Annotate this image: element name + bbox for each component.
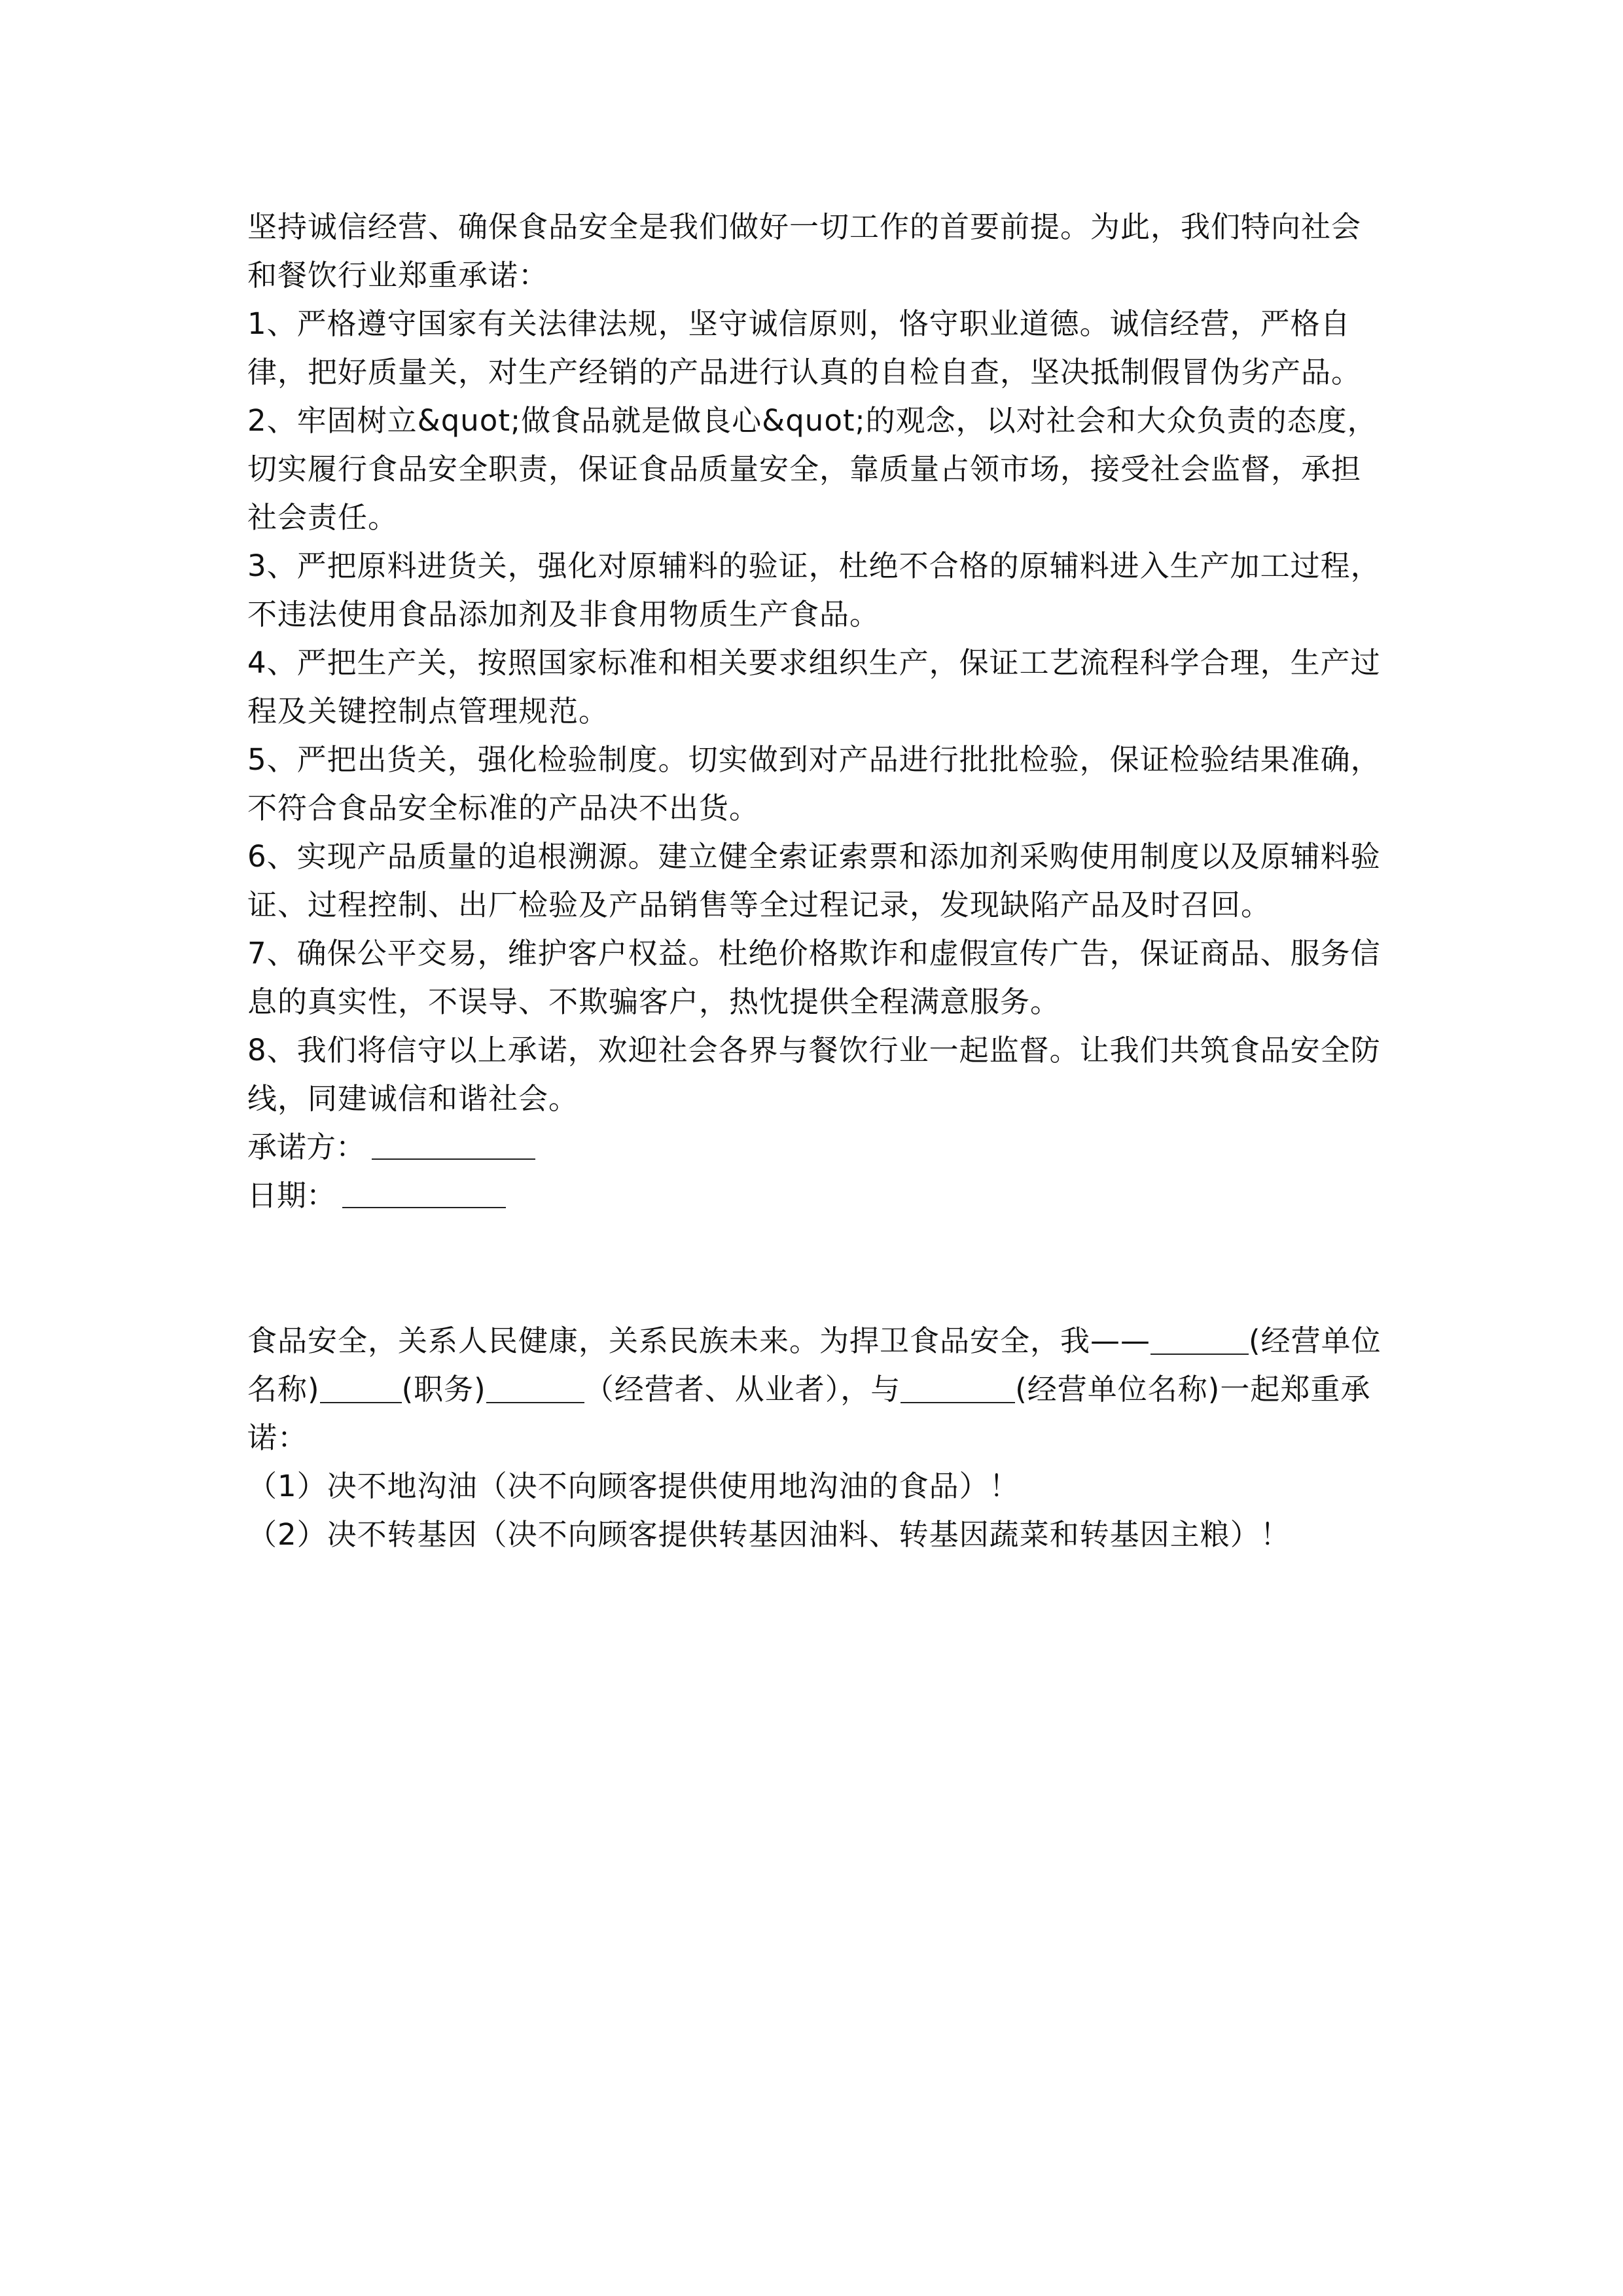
signer-line xyxy=(247,1123,1389,1172)
signer-label: 承诺方： xyxy=(247,1130,366,1164)
section-divider xyxy=(247,1220,1389,1317)
commitment-item-2: （2）决不转基因（决不向顾客提供转基因油料、转基因蔬菜和转基因主粮）！ xyxy=(247,1517,1291,1552)
commitment-item-1: （1）决不地沟油（决不向顾客提供使用地沟油的食品）！ xyxy=(247,1469,1020,1503)
date-label: 日期： xyxy=(247,1178,336,1213)
date-blank[interactable] xyxy=(342,1174,506,1208)
pledge-item-3: 3、严把原料进货关，强化对原辅料的验证，杜绝不合格的原辅料进入生产加工过程，不违法使用食品添加剂及非食用物质生产食品。 xyxy=(247,548,1381,632)
document-page xyxy=(247,203,1389,1559)
pledge-item-5: 5、严把出货关，强化检验制度。切实做到对产品进行批批检验，保证检验结果准确，不符合食品安全标准的产品决不出货。 xyxy=(247,742,1381,825)
section1-intro: 坚持诚信经营、确保食品安全是我们做好一切工作的首要前提。为此，我们特向社会和餐饮行业郑重承诺： xyxy=(247,209,1362,293)
signer-blank[interactable] xyxy=(372,1126,535,1160)
pledge-item-4: 4、严把生产关，按照国家标准和相关要求组织生产，保证工艺流程科学合理，生产过程及关键控制点管理规范。 xyxy=(247,645,1381,728)
pledge-item-8: 8、我们将信守以上承诺，欢迎社会各界与餐饮行业一起监督。让我们共筑食品安全防线，同建诚信和谐社会。 xyxy=(247,1033,1381,1116)
section2-intro-part1: 食品安全，关系人民健康，关系民族未来。为捍卫食品安全，我—— xyxy=(247,1323,1151,1358)
section2-intro-part4: （经营者、从业者），与 xyxy=(584,1372,901,1407)
section2-intro-part2: (经营单位名称) xyxy=(247,1323,1382,1407)
business-name-blank-2[interactable] xyxy=(901,1373,1015,1403)
pledge-item-7: 7、确保公平交易，维护客户权益。杜绝价格欺诈和虚假宣传广告，保证商品、服务信息的真实性，不误导、不欺骗客户，热忱提供全程满意服务。 xyxy=(247,936,1381,1019)
pledge-item-6: 6、实现产品质量的追根溯源。建立健全索证索票和添加剂采购使用制度以及原辅料验证、过程控制、出厂检验及产品销售等全过程记录，发现缺陷产品及时召回。 xyxy=(247,839,1381,922)
section2-intro-part5: (经营单位名称)一起郑重承诺： xyxy=(247,1372,1371,1455)
section2-intro-part3: (职务) xyxy=(401,1372,486,1407)
position-blank[interactable] xyxy=(320,1373,402,1403)
business-name-blank-1[interactable] xyxy=(1150,1325,1249,1355)
pledge-item-1: 1、严格遵守国家有关法律法规，坚守诚信原则，恪守职业道德。诚信经营，严格自律，把好质量关，对生产经销的产品进行认真的自检自查，坚决抵制假冒伪劣产品。 xyxy=(247,306,1362,389)
pledge-item-2: 2、牢固树立&quot;做食品就是做良心&quot;的观念，以对社会和大众负责的态度，切实履行食品安全职责，保证食品质量安全，靠质量占领市场，接受社会监督，承担社会责任。 xyxy=(247,403,1378,535)
role-blank[interactable] xyxy=(486,1373,584,1403)
date-line xyxy=(247,1172,1389,1220)
section2-intro xyxy=(247,1317,1389,1462)
